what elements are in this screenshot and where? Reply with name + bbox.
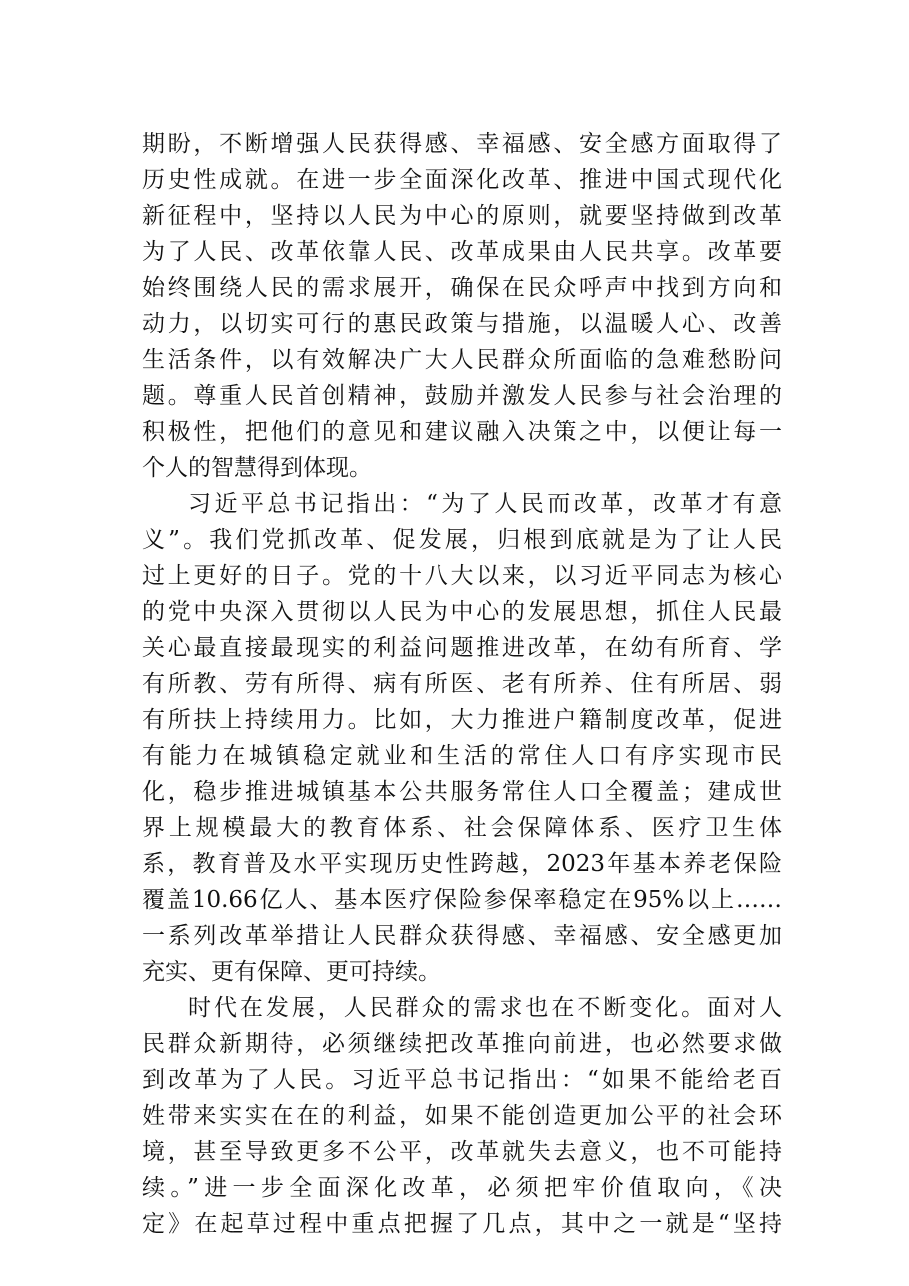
text-line: 积极性，把他们的意见和建议融入决策之中，以便让每一	[142, 419, 782, 445]
text-line: 界上规模最大的教育体系、社会保障体系、医疗卫生体	[142, 815, 782, 841]
text-line: 始终围绕人民的需求展开，确保在民众呼声中找到方向和	[142, 275, 782, 301]
text-line: 系，教育普及水平实现历史性跨越，2023年基本养老保险	[142, 851, 782, 877]
text-line: 义”。我们党抓改革、促发展，归根到底就是为了让人民	[142, 527, 782, 553]
text-line: 动力，以切实可行的惠民政策与措施，以温暖人心、改善	[142, 311, 782, 337]
text-line: 姓带来实实在在的利益，如果不能创造更加公平的社会环	[142, 1103, 782, 1129]
text-line: 为了人民、改革依靠人民、改革成果由人民共享。改革要	[142, 239, 782, 265]
text-line: 充实、更有保障、更可持续。	[142, 959, 441, 985]
text-line: 生活条件，以有效解决广大人民群众所面临的急难愁盼问	[142, 347, 782, 373]
text-line: 新征程中，坚持以人民为中心的原则，就要坚持做到改革	[142, 203, 782, 229]
text-line: 化，稳步推进城镇基本公共服务常住人口全覆盖；建成世	[142, 779, 782, 805]
text-line: 民群众新期待，必须继续把改革推向前进，也必然要求做	[142, 1031, 782, 1057]
text-line: 习近平总书记指出：“为了人民而改革，改革才有意	[188, 491, 782, 517]
text-line: 有所教、劳有所得、病有所医、老有所养、住有所居、弱	[142, 671, 782, 697]
text-line: 期盼，不断增强人民获得感、幸福感、安全感方面取得了	[142, 131, 782, 157]
paragraph-3	[142, 990, 782, 1242]
text-line: 续。”进一步全面深化改革，必须把牢价值取向，《决	[142, 1175, 782, 1201]
text-line: 过上更好的日子。党的十八大以来，以习近平同志为核心	[142, 563, 782, 589]
paragraph-1	[142, 126, 782, 486]
text-line: 到改革为了人民。习近平总书记指出：“如果不能给老百	[142, 1067, 782, 1093]
text-line: 覆盖10.66亿人、基本医疗保险参保率稳定在95%以上……	[142, 887, 782, 913]
paragraph-2	[142, 486, 782, 990]
text-line: 关心最直接最现实的利益问题推进改革，在幼有所育、学	[142, 635, 782, 661]
text-line: 个人的智慧得到体现。	[142, 455, 372, 481]
text-line: 有能力在城镇稳定就业和生活的常住人口有序实现市民	[142, 743, 782, 769]
text-line: 题。尊重人民首创精神，鼓励并激发人民参与社会治理的	[142, 383, 782, 409]
text-line: 境，甚至导致更多不公平，改革就失去意义，也不可能持	[142, 1139, 782, 1165]
document-body	[142, 126, 782, 1242]
text-line: 时代在发展，人民群众的需求也在不断变化。面对人	[188, 995, 782, 1021]
text-line: 一系列改革举措让人民群众获得感、幸福感、安全感更加	[142, 923, 782, 949]
text-line: 有所扶上持续用力。比如，大力推进户籍制度改革，促进	[142, 707, 782, 733]
text-line: 定》在起草过程中重点把握了几点，其中之一就是“坚持	[142, 1211, 782, 1237]
text-line: 历史性成就。在进一步全面深化改革、推进中国式现代化	[142, 167, 782, 193]
text-line: 的党中央深入贯彻以人民为中心的发展思想，抓住人民最	[142, 599, 782, 625]
